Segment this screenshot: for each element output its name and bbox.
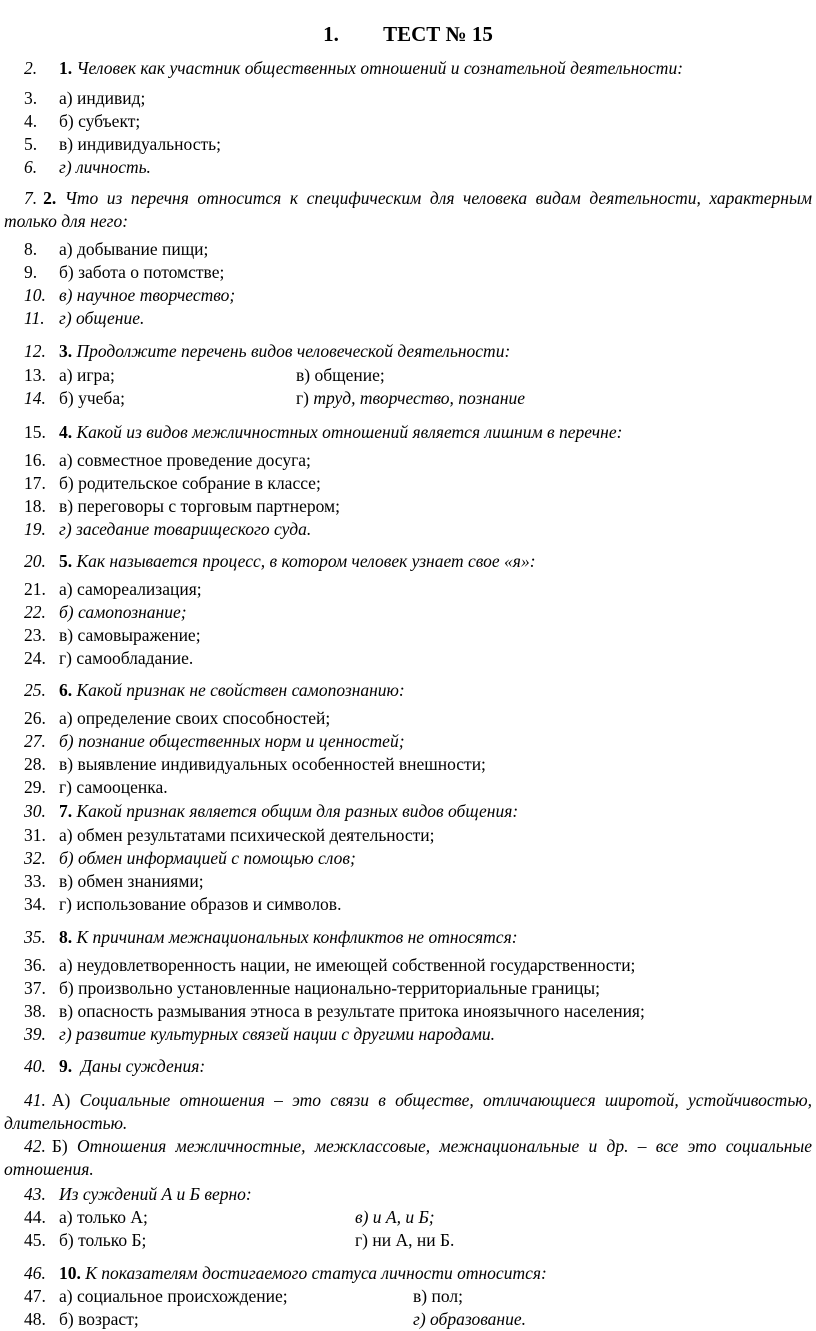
line-number: 2. <box>24 58 38 78</box>
page-title <box>0 22 816 47</box>
statement-b: 42. Б) Отношения межличностные, межклассовые, межнациональные и др. – все это социальные отношения. <box>4 1136 813 1179</box>
question-text: 1. Человек как участник общественных отношений и сознательной деятельности: <box>59 58 684 78</box>
statement-a: 41. А) Социальные отношения – это связи в обществе, отличающиеся широтой, устойчивостью, длительностью. <box>4 1090 812 1133</box>
title-text: ТЕСТ № 15 <box>383 22 493 46</box>
question-2: 7. 2. Что из перечня относится к специфическим для человека видам деятельности, характерным только для него: <box>4 188 812 231</box>
title-number: 1. <box>323 22 339 46</box>
